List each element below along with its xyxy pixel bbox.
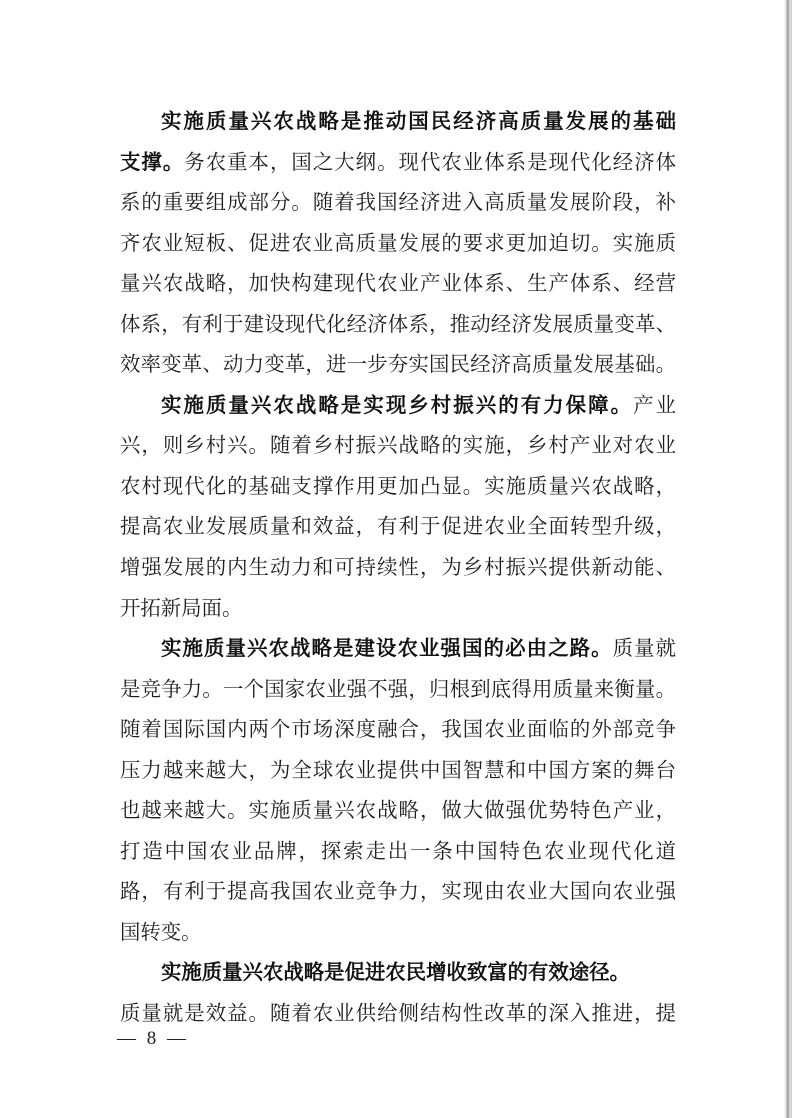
- text-line: [120, 629, 676, 670]
- text-segment: 路，有利于提高我国农业竞争力，实现由农业大国向农业强: [120, 881, 676, 904]
- text-line: [120, 102, 676, 143]
- text-segment: 随着国际国内两个市场深度融合，我国农业面临的外部竞争: [120, 719, 676, 742]
- text-line: [120, 589, 676, 630]
- text-segment: 齐农业短板、促进农业高质量发展的要求更加迫切。实施质: [120, 232, 676, 255]
- text-line: [120, 264, 676, 305]
- text-line: [120, 548, 676, 589]
- text-segment: 提高农业发展质量和效益，有利于促进农业全面转型升级，: [120, 516, 676, 539]
- text-segment: 打造中国农业品牌，探索走出一条中国特色农业现代化道: [120, 840, 676, 863]
- bold-text-segment: 支撑。: [120, 151, 185, 174]
- text-line: [120, 913, 676, 954]
- text-line: [120, 224, 676, 265]
- document-text: [120, 102, 676, 1035]
- text-segment: 开拓新局面。: [120, 597, 243, 620]
- text-segment: 系的重要组成部分。随着我国经济进入高质量发展阶段，补: [120, 192, 676, 215]
- text-segment: 压力越来越大，为全球农业提供中国智慧和中国方案的舞台: [120, 759, 676, 782]
- text-line: [120, 143, 676, 184]
- text-line: [120, 467, 676, 508]
- text-line: [120, 710, 676, 751]
- text-segment: 质量就: [612, 638, 677, 661]
- text-segment: 量兴农战略，加快构建现代农业产业体系、生产体系、经营: [120, 273, 676, 296]
- text-line: [120, 872, 676, 913]
- bold-text-segment: 实施质量兴农战略是推动国民经济高质量发展的基础: [161, 111, 676, 133]
- text-line: [120, 670, 676, 711]
- bold-text-segment: 实施质量兴农战略是实现乡村振兴的有力保障。: [161, 394, 634, 417]
- text-segment: 是竞争力。一个国家农业强不强，归根到底得用质量来衡量。: [120, 678, 676, 701]
- text-line: [120, 305, 676, 346]
- text-line: [120, 751, 676, 792]
- text-segment: 兴，则乡村兴。随着乡村振兴战略的实施，乡村产业对农业: [120, 435, 676, 458]
- text-line: [120, 386, 676, 427]
- text-segment: 农村现代化的基础支撑作用更加凸显。实施质量兴农战略，: [120, 475, 676, 498]
- text-segment: 增强发展的内生动力和可持续性，为乡村振兴提供新动能、: [120, 557, 676, 580]
- text-line: [120, 345, 676, 386]
- bold-text-segment: 实施质量兴农战略是促进农民增收致富的有效途径。: [161, 962, 630, 985]
- bold-text-segment: 实施质量兴农战略是建设农业强国的必由之路。: [161, 638, 613, 661]
- text-segment: 质量就是效益。随着农业供给侧结构性改革的深入推进，提: [120, 1003, 676, 1026]
- text-line: [120, 832, 676, 873]
- text-segment: 国转变。: [120, 921, 202, 944]
- text-line: [120, 953, 676, 994]
- text-segment: 产业: [633, 394, 676, 417]
- scan-edge-artifact: [784, 0, 792, 1118]
- text-line: [120, 183, 676, 224]
- text-line: [120, 507, 676, 548]
- text-line: [120, 791, 676, 832]
- text-segment: 体系，有利于建设现代化经济体系，推动经济发展质量变革、: [120, 313, 676, 336]
- text-line: [120, 426, 676, 467]
- text-segment: 效率变革、动力变革，进一步夯实国民经济高质量发展基础。: [120, 354, 676, 377]
- text-segment: 也越来越大。实施质量兴农战略，做大做强优势特色产业，: [120, 800, 676, 823]
- text-line: [120, 994, 676, 1035]
- text-segment: 务农重本，国之大纲。现代农业体系是现代化经济体: [184, 151, 677, 174]
- page-number: — 8 —: [117, 1028, 189, 1049]
